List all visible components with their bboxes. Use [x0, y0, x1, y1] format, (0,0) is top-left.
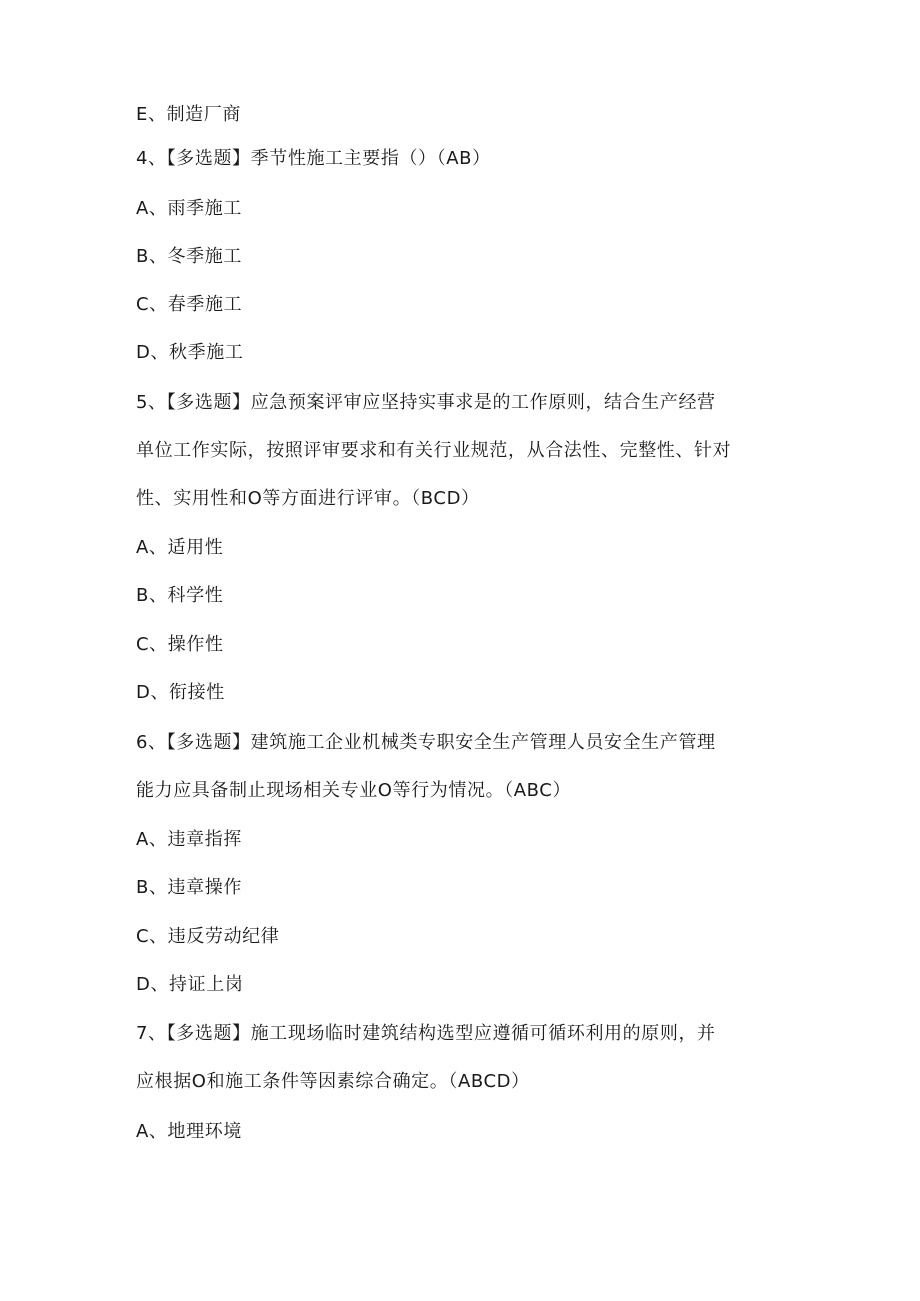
q6-option-c: C、违反劳动纪律 [136, 926, 280, 947]
option-e-manufacturer: E、制造厂商 [136, 104, 241, 125]
question-7-line-2: 应根据O和施工条件等因素综合确定。（ABCD） [136, 1071, 530, 1092]
q4-option-b: B、冬季施工 [136, 246, 242, 267]
q4-option-a: A、雨季施工 [136, 198, 242, 219]
q5-option-b: B、科学性 [136, 585, 224, 606]
q6-option-a: A、违章指挥 [136, 829, 242, 850]
q4-option-c: C、春季施工 [136, 294, 243, 315]
question-4: 4、【多选题】季节性施工主要指（）（AB） [136, 148, 491, 169]
q6-option-d: D、持证上岗 [136, 974, 244, 995]
q5-option-d: D、衔接性 [136, 682, 225, 703]
question-5-line-1: 5、【多选题】应急预案评审应坚持实事求是的工作原则，结合生产经营 [136, 392, 716, 413]
q7-option-a: A、地理环境 [136, 1121, 242, 1142]
question-6-line-2: 能力应具备制止现场相关专业O等行为情况。（ABC） [136, 780, 572, 801]
q4-option-d: D、秋季施工 [136, 342, 244, 363]
q5-option-c: C、操作性 [136, 634, 224, 655]
question-7-line-1: 7、【多选题】施工现场临时建筑结构选型应遵循可循环利用的原则，并 [136, 1023, 716, 1044]
q5-option-a: A、适用性 [136, 537, 224, 558]
question-5-line-3: 性、实用性和O等方面进行评审。（BCD） [136, 488, 480, 509]
q6-option-b: B、违章操作 [136, 877, 242, 898]
question-6-line-1: 6、【多选题】建筑施工企业机械类专职安全生产管理人员安全生产管理 [136, 732, 716, 753]
question-5-line-2: 单位工作实际，按照评审要求和有关行业规范，从合法性、完整性、针对 [136, 440, 732, 461]
